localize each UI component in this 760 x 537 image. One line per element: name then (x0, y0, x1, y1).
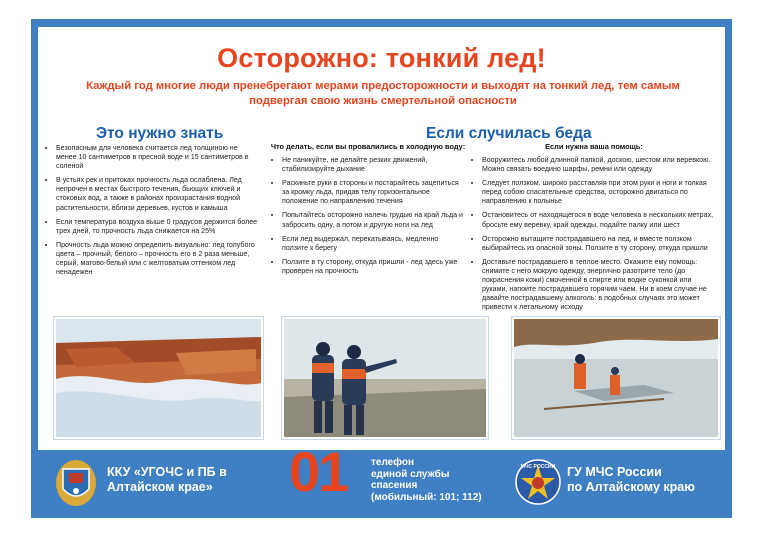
list-item: • Прочность льда можно определить визуально: лед голубого цвета – прочный, белого – прочность его в 2 раза меньше, серый, матово-белый или с желтоватым оттенком лед ненадежен (56, 241, 258, 277)
list-item: • Вооружитесь любой длинной палкой, доскою, шестом или веревкою. Можно связать воедино шарфы, ремни или одежду (482, 156, 718, 174)
phone-label-line: единой службы (371, 468, 450, 480)
list-item: • Осторожно вытащите пострадавшего на лед, и вместе ползком выбирайтесь из опасной зоны. Ползите в ту сторону, откуда пришли (482, 235, 718, 253)
left-organization: ККУ «УГОЧС и ПБ в Алтайском крае» (107, 465, 227, 494)
list-item: • Остановитесь от находящегося в воде человека в нескольких метрах, бросьте ему веревку, край одежды, подайте палку или шест (482, 211, 718, 229)
page-subtitle: Каждый год многие люди пренебрегают мерами предосторожности и выходят на тонкий лед, тем самым подвергая свою жизнь смертельной опасности (86, 80, 680, 107)
self-help-column (270, 142, 466, 281)
right-org-line: по Алтайскому краю (567, 480, 695, 494)
right-organization (567, 465, 727, 495)
list-item: • Безопасным для человека считается лед толщиною не менее 10 сантиметров в пресной воде и 15 сантиметров в соленой (56, 144, 258, 171)
list-item: • Если температура воздуха выше 0 градусов держится более трех дней, то прочность льда снижается на 25% (56, 218, 258, 236)
page-title: Осторожно: тонкий лед! (217, 43, 546, 73)
altai-coat-of-arms-icon (55, 459, 97, 507)
list-item: • Попытайтесь осторожно налечь грудью на край льда и забросить одну, а потом и другую ноги на лед (282, 211, 466, 229)
phone-label-line: телефон (371, 457, 415, 468)
list-item: • Следует ползком, широко расставляя при этом руки и ноги и толкая перед собою спасательные средства, осторожно двигаться по направлению к полынье (482, 179, 718, 206)
rescuers-illustration (284, 319, 486, 437)
list-item: • Не паникуйте, не делайте резких движений, стабилизируйте дыхание (282, 156, 466, 174)
footer (31, 451, 732, 518)
right-section-heading: Если случилась беда (426, 125, 592, 142)
poster-frame (31, 19, 732, 518)
list-item: • Ползите в ту сторону, откуда пришли - лед здесь уже проверен на прочность (282, 258, 466, 276)
photo-rescuers (282, 317, 488, 439)
phone-label-line: спасения (371, 480, 418, 491)
list-item: • В устьях рек и притоках прочность льда ослаблена. Лед непрочен в местах быстрого течения, бьющих ключей и стоковых вод, а также в районах произрастания водной растительности, вблизи деревьев, кустов и камыша (56, 176, 258, 212)
ice-rescue-illustration (514, 319, 718, 437)
emergency-number: 01 (289, 440, 348, 503)
poster-content (38, 27, 725, 450)
mchs-emblem (515, 459, 561, 510)
river-ice-illustration (56, 319, 261, 437)
helping-others-heading: Если нужна ваша помощь: (545, 142, 643, 151)
helping-others-column (470, 142, 718, 317)
altai-emblem (55, 459, 97, 512)
mchs-emblem-text: МЧС РОССИИ (520, 464, 556, 470)
helping-others-list (470, 156, 718, 312)
list-item: • Раскиньте руки в стороны и постарайтесь зацепиться за кромку льда, придав телу горизонтальное положение по направлению течения (282, 179, 466, 206)
photo-ice-rescue (512, 317, 720, 439)
right-org-line: ГУ МЧС России (567, 465, 662, 479)
list-item: • Если лед выдержал, перекатываясь, медленно ползите к берегу (282, 235, 466, 253)
left-column (44, 144, 258, 282)
self-help-heading: Что делать, если вы провалились в холодную воду: (270, 142, 466, 151)
self-help-list (270, 156, 466, 276)
photo-river-ice (54, 317, 263, 439)
list-item: • Доставьте пострадавшего в теплое место. Окажите ему помощь: снимите с него мокрую одежду, энергично разотрите тело (до покраснения кожи) смоченной в спирте или водке суконкой или руками, напоите пострадавшего горячим чаем. Ни в коем случае не давайте пострадавшему алкоголь: в подобных случаях это может привести к летальному исходу (482, 258, 718, 313)
phone-label (371, 457, 482, 503)
left-section-heading: Это нужно знать (96, 125, 224, 142)
left-list (44, 144, 258, 277)
phone-label-line: (мобильный: 101; 112) (371, 491, 482, 503)
